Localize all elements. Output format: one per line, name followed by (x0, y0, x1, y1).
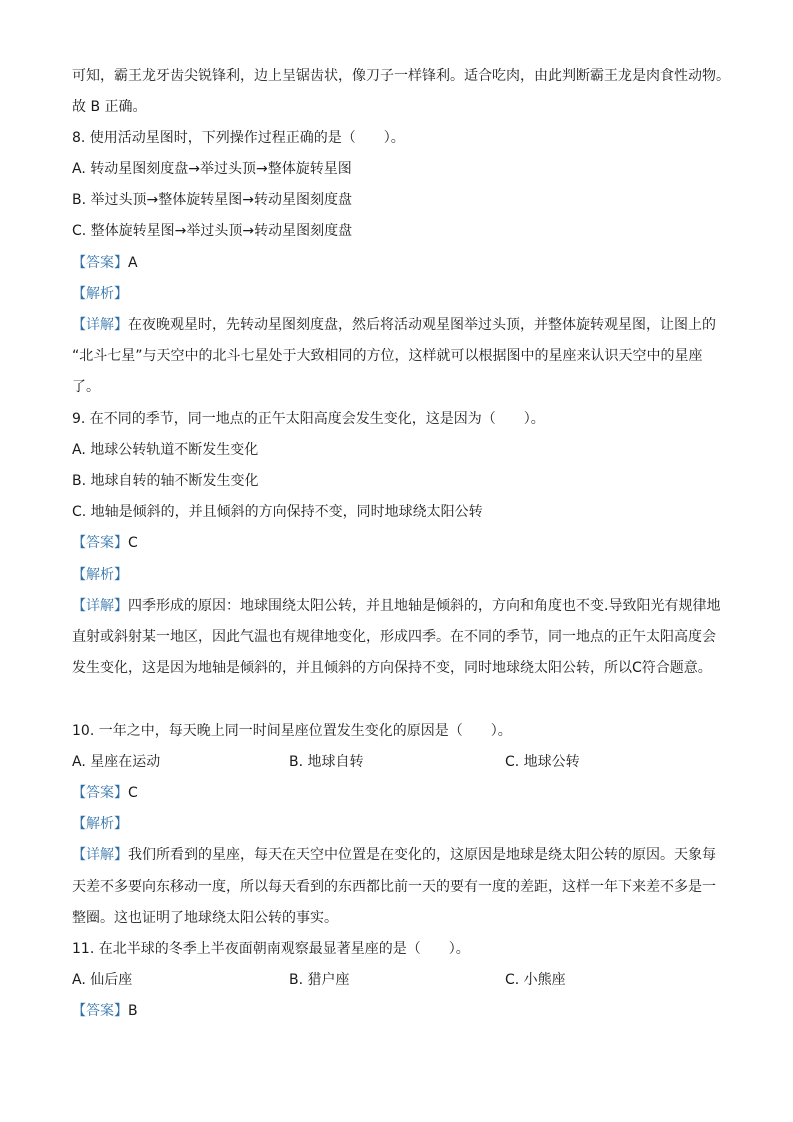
answer-value: A (128, 255, 138, 271)
question-9-detail-line: 直射或斜射某一地区，因此气温也有规律地变化，形成四季。在不同的季节，同一地点的正午太阳高度会 (72, 629, 716, 645)
paragraph-line: 可知，霸王龙牙齿尖锐锋利，边上呈锯齿状，像刀子一样锋利。适合吃肉，由此判断霸王龙是肉食性动物。 (72, 68, 730, 84)
question-10-detail-line (72, 845, 716, 865)
question-10-option-a: A. 星座在运动 (72, 754, 161, 770)
question-9-option-b: B. 地球自转的轴不断发生变化 (72, 473, 259, 489)
question-9-option-a: A. 地球公转轨道不断发生变化 (72, 442, 259, 458)
question-11-option-a: A. 仙后座 (72, 972, 133, 988)
analysis-tag: 【解析】 (72, 286, 128, 302)
question-8-detail-line (72, 315, 716, 335)
question-11-option-b: B. 猎户座 (289, 972, 350, 988)
answer-value: B (128, 1003, 138, 1019)
detail-tag: 【详解】 (72, 598, 128, 614)
question-8-option-c: C. 整体旋转星图→举过头顶→转动星图刻度盘 (72, 223, 353, 239)
detail-tag: 【详解】 (72, 847, 128, 863)
answer-value: C (128, 535, 138, 551)
question-9-option-c: C. 地轴是倾斜的，并且倾斜的方向保持不变，同时地球绕太阳公转 (72, 504, 483, 520)
answer-tag: 【答案】 (72, 785, 128, 801)
answer-tag: 【答案】 (72, 1003, 128, 1019)
question-8-stem: 8. 使用活动星图时，下列操作过程正确的是（ ）。 (72, 130, 405, 146)
answer-value: C (128, 785, 138, 801)
question-11-answer (72, 1001, 138, 1021)
question-9-analysis-tag (72, 565, 128, 585)
detail-text: 在夜晚观星时，先转动星图刻度盘，然后将活动观星图举过头顶，并整体旋转观星图，让图上的 (128, 317, 716, 333)
analysis-tag: 【解析】 (72, 816, 128, 832)
detail-text: 我们所看到的星座，每天在天空中位置是在变化的，这原因是地球是绕太阳公转的原因。天象每 (128, 847, 716, 863)
question-8-option-b: B. 举过头顶→整体旋转星图→转动星图刻度盘 (72, 192, 352, 208)
question-9-stem: 9. 在不同的季节，同一地点的正午太阳高度会发生变化，这是因为（ ）。 (72, 411, 545, 427)
question-10-answer (72, 783, 138, 803)
question-11-option-c: C. 小熊座 (505, 972, 566, 988)
question-10-analysis-tag (72, 814, 128, 834)
detail-text: 四季形成的原因：地球围绕太阳公转，并且地轴是倾斜的，方向和角度也不变.导致阳光有规律地 (128, 598, 721, 614)
question-8-detail-line: 了。 (72, 379, 100, 395)
question-8-detail-line: “北斗七星”与天空中的北斗七星处于大致相同的方位，这样就可以根据图中的星座来认识天空中的星座 (72, 348, 703, 364)
question-10-stem: 10. 一年之中，每天晚上同一时间星座位置发生变化的原因是（ ）。 (72, 723, 512, 739)
question-10-detail-line: 整圈。这也证明了地球绕太阳公转的事实。 (72, 910, 338, 926)
answer-tag: 【答案】 (72, 535, 128, 551)
question-9-detail-line (72, 596, 720, 616)
question-8-answer (72, 253, 138, 273)
question-8-analysis-tag (72, 284, 128, 304)
analysis-tag: 【解析】 (72, 567, 128, 583)
question-10-detail-line: 天差不多要向东移动一度，所以每天看到的东西都比前一天的要有一度的差距，这样一年下来差不多是一 (72, 879, 716, 895)
question-11-stem: 11. 在北半球的冬季上半夜面朝南观察最显著星座的是（ ）。 (72, 941, 470, 957)
detail-tag: 【详解】 (72, 317, 128, 333)
question-8-option-a: A. 转动星图刻度盘→举过头顶→整体旋转星图 (72, 161, 352, 177)
question-10-option-c: C. 地球公转 (505, 754, 580, 770)
question-10-option-b: B. 地球自转 (289, 754, 364, 770)
paragraph-line: 故 B 正确。 (72, 99, 147, 115)
question-9-detail-line: 发生变化，这是因为地轴是倾斜的，并且倾斜的方向保持不变，同时地球绕太阳公转，所以C符合题意。 (72, 660, 712, 676)
answer-tag: 【答案】 (72, 255, 128, 271)
question-9-answer (72, 533, 138, 553)
